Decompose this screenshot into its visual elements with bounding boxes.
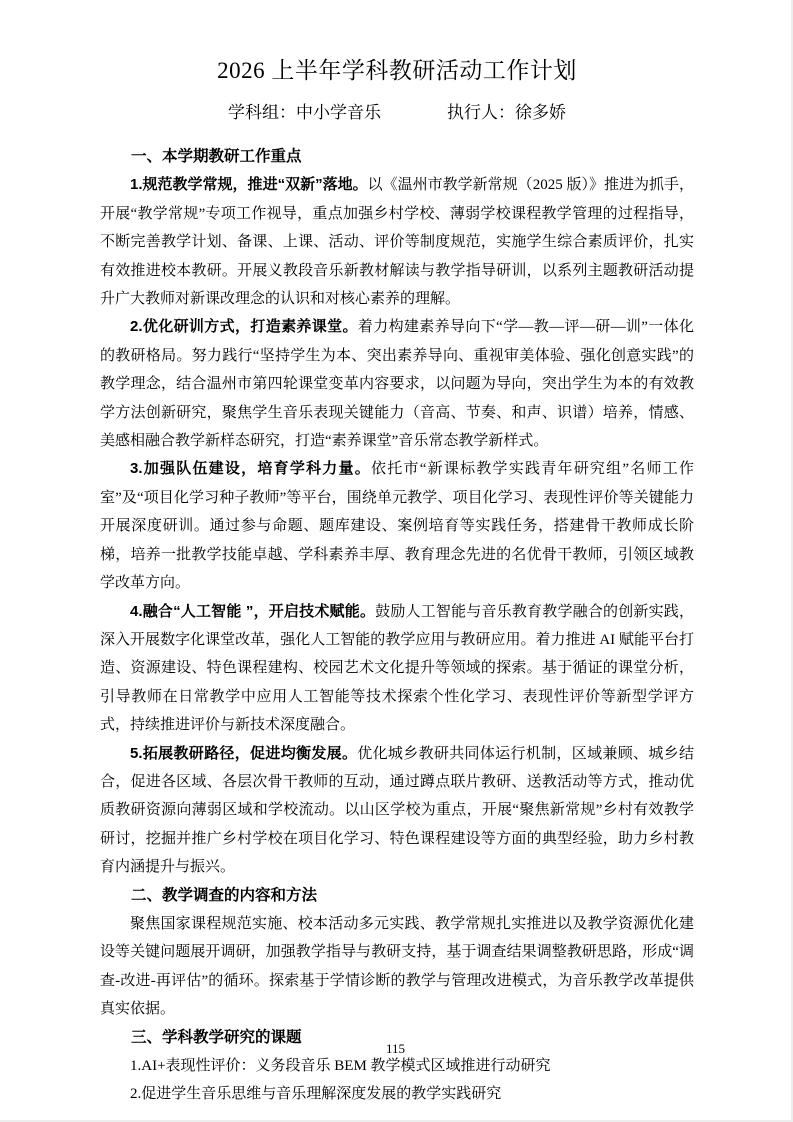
paragraph-lead: 2.优化研训方式，打造素养课堂。: [130, 318, 358, 336]
paragraph-work-focus-1: [100, 171, 694, 313]
executor-label: 执行人：徐多娇: [447, 103, 566, 122]
paragraph-lead: 5.拓展教研路径，促进均衡发展。: [130, 744, 358, 762]
paragraph-work-focus-4: [100, 598, 694, 740]
paragraph-survey-methods: 聚焦国家课程规范实施、校本活动多元实践、教学常规扎实推进以及教学资源优化建设等关键问题展开调研，加强教学指导与教研支持，基于调查结果调整教研思路，形成“调查-改进-再评估”的循环。探索基于学情诊断的教学与管理改进模式，为音乐教学改革提供真实依据。: [100, 915, 694, 1018]
paragraph-body: 依托市“新课标教学实践青年研究组”名师工作室”及“项目化学习种子教师”等平台，围绕单元教学、项目化学习、表现性评价等关键能力开展深度研训。通过参与命题、题库建设、案例培育等实践任务，搭建骨干教师成长阶梯，培养一批教学技能卓越、学科素养丰厚、教育理念先进的名优骨干教师，引领区域教学改革方向。: [100, 461, 694, 592]
paragraph-work-focus-2: [100, 313, 694, 455]
paragraph-lead: 3.加强队伍建设，培育学科力量。: [130, 460, 372, 478]
paragraph-body: 优化城乡教研共同体运行机制，区域兼顾、城乡结合，促进各区域、各层次骨干教师的互动，通过蹲点联片教研、送教活动等方式，推动优质教研资源向薄弱区域和学校流动。以山区学校为重点，开展“聚焦新常规”乡村有效教学研讨，挖掘并推广乡村学校在项目化学习、特色课程建设等方面的典型经验，助力乡村教育内涵提升与振兴。: [100, 745, 694, 876]
paragraph-work-focus-5: [100, 740, 694, 882]
paragraph-body: 以《温州市教学新常规（2025 版）》推进为抓手，开展“教学常规”专项工作视导，重点加强乡村学校、薄弱学校课程教学管理的过程指导，不断完善教学计划、备课、上课、活动、评价等制度规范，实施学生综合素质评价，扎实有效推进校本教研。开展义教段音乐新教材解读与教学指导研训，以系列主题教研活动提升广大教师对新课改理念的认识和对核心素养的理解。: [100, 177, 694, 308]
research-topic-2: 2.促进学生音乐思维与音乐理解深度发展的教学实践研究: [130, 1086, 502, 1103]
paragraph-body: 着力构建素养导向下“学—教—评—研—训”一体化的教研格局。努力践行“坚持学生为本、突出素养导向、重视审美体验、强化创意实践”的教学理念，结合温州市第四轮课堂变革内容要求，以问题为导向，突出学生为本的有效教学方法创新研究，聚焦学生音乐表现关键能力（音高、节奏、和声、识谱）培养，情感、美感相融合教学新样态研究，打造“素养课堂”音乐常态教学新样式。: [100, 319, 694, 450]
paragraph-lead: 4.融合“人工智能 ”，开启技术赋能。: [130, 602, 376, 620]
paragraph-lead: 1.规范教学常规，推进“双新”落地。: [130, 176, 368, 194]
section-heading-2: 二、教学调查的内容和方法: [131, 886, 318, 904]
section-heading-3: 三、学科教学研究的课题: [131, 1028, 302, 1046]
document-content: [100, 0, 694, 1109]
page-number: 115: [385, 1041, 406, 1056]
paragraph-body: 鼓励人工智能与音乐教育教学融合的创新实践，深入开展数字化课堂改革，强化人工智能的教学应用与教研应用。着力推进 AI 赋能平台打造、资源建设、特色课程建构、校园艺术文化提升等领域的探索。基于循证的课堂分析，引导教师在日常教学中应用人工智能等技术探索个性化学习、表现性评价等新型学评方式，持续推进评价与新技术深度融合。: [100, 603, 694, 734]
paragraph-work-focus-3: [100, 455, 694, 597]
research-topic-1: 1.AI+表现性评价：义务段音乐 BEM 教学模式区域推进行动研究: [130, 1058, 551, 1074]
document-subtitle: [100, 99, 694, 126]
subject-group-label: 学科组：中小学音乐: [228, 103, 381, 122]
section-heading-1: 一、本学期教研工作重点: [131, 148, 302, 165]
page-title: 2026 上半年学科教研活动工作计划: [217, 58, 577, 83]
